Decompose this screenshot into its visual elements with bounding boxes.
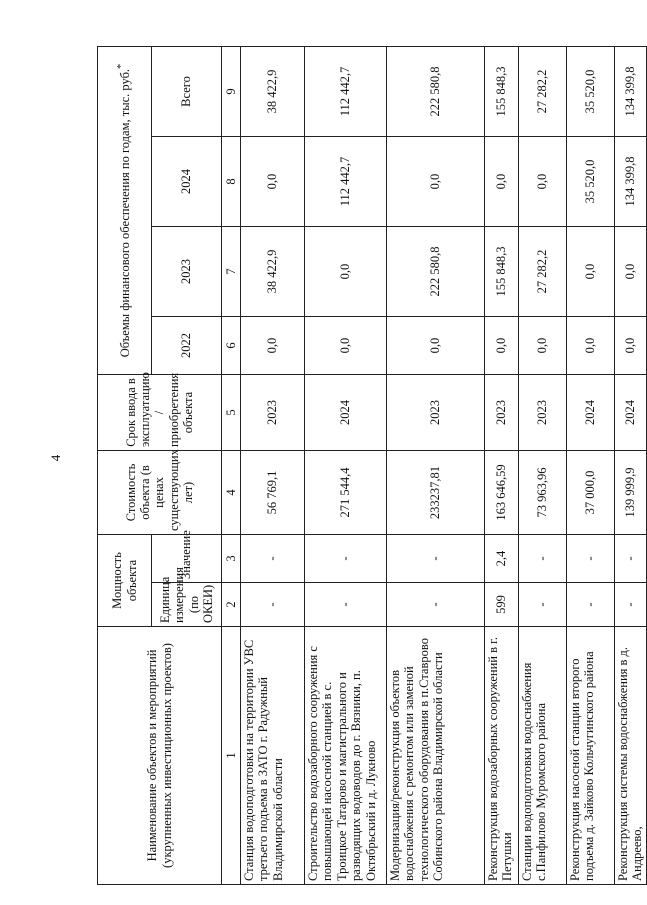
y2022-cell: 0,0 — [615, 317, 647, 375]
header-financing-text: Объемы финансового обеспечения по годам, тыс. руб. — [118, 68, 133, 358]
column-number: 5 — [222, 375, 241, 451]
y2023-cell: 27 282,2 — [519, 227, 567, 317]
header-value: Значение — [152, 535, 222, 583]
header-2022: 2022 — [152, 317, 222, 375]
unit-cell: - — [567, 583, 615, 627]
y2022-cell: 0,0 — [519, 317, 567, 375]
column-number: 2 — [222, 583, 241, 627]
commission-cell: 2024 — [567, 375, 615, 451]
total-cell: 222 580,8 — [387, 46, 485, 136]
column-number: 6 — [222, 317, 241, 375]
y2023-cell: 38 422,9 — [241, 227, 305, 317]
table-row — [387, 46, 485, 884]
project-name: Строительство водозаборного сооружения с повышающей насосной станцией в с. Троицкое Татарово и магистрального и разводящих водоводов до г. Вязники, п. Октябрьский и д. Лукново — [305, 627, 387, 885]
total-cell: 134 399,8 — [615, 46, 647, 136]
project-name: Станция водоподготовки на территории УВС третьего подъема в ЗАТО г. Радужный Владимирской области — [241, 627, 305, 885]
column-number: 9 — [222, 46, 241, 136]
project-name: Реконструкция системы водоснабжения в д. Андреево, — [615, 627, 647, 885]
cost-cell: 37 000,0 — [567, 451, 615, 535]
y2023-cell: 155 848,3 — [485, 227, 519, 317]
y2024-cell: 0,0 — [519, 137, 567, 227]
table-row — [519, 46, 567, 884]
column-number: 8 — [222, 137, 241, 227]
rotated-table-container — [97, 47, 645, 885]
header-total: Всего — [152, 46, 222, 136]
header-capacity: Мощность объекта — [98, 535, 152, 627]
table-viewport — [97, 47, 645, 885]
cost-cell: 271 544,4 — [305, 451, 387, 535]
cost-cell: 139 999,9 — [615, 451, 647, 535]
commission-cell: 2023 — [485, 375, 519, 451]
y2023-cell: 0,0 — [567, 227, 615, 317]
y2024-cell: 0,0 — [241, 137, 305, 227]
commission-cell: 2024 — [305, 375, 387, 451]
y2023-cell: 0,0 — [615, 227, 647, 317]
project-name: Реконструкция водозаборных сооружений в г. Петушки — [485, 627, 519, 885]
total-cell: 38 422,9 — [241, 46, 305, 136]
cost-cell: 73 963,96 — [519, 451, 567, 535]
header-commission: Срок ввода в эксплуатацию / приобретения объекта — [98, 375, 222, 451]
cost-cell: 56 769,1 — [241, 451, 305, 535]
y2024-cell: 0,0 — [387, 137, 485, 227]
cost-cell: 233237,81 — [387, 451, 485, 535]
column-number: 4 — [222, 451, 241, 535]
y2024-cell: 112 442,7 — [305, 137, 387, 227]
project-name: Модернизация/реконструкция объектов водоснабжения с ремонтом или заменой технологического оборудования в п.Ставрово Собинского района Владимирской области — [387, 627, 485, 885]
header-2024: 2024 — [152, 137, 222, 227]
commission-cell: 2023 — [519, 375, 567, 451]
unit-cell: - — [241, 583, 305, 627]
y2023-cell: 222 580,8 — [387, 227, 485, 317]
header-2023: 2023 — [152, 227, 222, 317]
column-number: 3 — [222, 535, 241, 583]
y2022-cell: 0,0 — [485, 317, 519, 375]
table-row — [615, 46, 647, 884]
unit-cell: 599 — [485, 583, 519, 627]
value-cell: - — [305, 535, 387, 583]
unit-cell: - — [519, 583, 567, 627]
total-cell: 35 520,0 — [567, 46, 615, 136]
value-cell: 2,4 — [485, 535, 519, 583]
total-cell: 155 848,3 — [485, 46, 519, 136]
value-cell: - — [519, 535, 567, 583]
value-cell: - — [615, 535, 647, 583]
table-row — [567, 46, 615, 884]
header-name: Наименование объектов и мероприятий (укрупненных инвестиционных проектов) — [98, 627, 222, 885]
y2024-cell: 0,0 — [485, 137, 519, 227]
y2024-cell: 35 520,0 — [567, 137, 615, 227]
unit-cell: - — [305, 583, 387, 627]
commission-cell: 2023 — [241, 375, 305, 451]
header-financing-note: * — [116, 63, 128, 69]
value-cell: - — [241, 535, 305, 583]
y2022-cell: 0,0 — [567, 317, 615, 375]
investment-projects-table — [97, 46, 647, 885]
column-number: 7 — [222, 227, 241, 317]
cost-cell: 163 646,59 — [485, 451, 519, 535]
project-name: Станции водоподготовки водоснабжения с.Панфилово Муромского района — [519, 627, 567, 885]
y2024-cell: 134 399,8 — [615, 137, 647, 227]
y2023-cell: 0,0 — [305, 227, 387, 317]
header-unit: Единица измерения (по ОКЕИ) — [152, 583, 222, 627]
page-number: 4 — [48, 454, 63, 462]
commission-cell: 2023 — [387, 375, 485, 451]
value-cell: - — [387, 535, 485, 583]
y2022-cell: 0,0 — [241, 317, 305, 375]
y2022-cell: 0,0 — [387, 317, 485, 375]
unit-cell: - — [387, 583, 485, 627]
commission-cell: 2024 — [615, 375, 647, 451]
value-cell: - — [567, 535, 615, 583]
y2022-cell: 0,0 — [305, 317, 387, 375]
column-number: 1 — [222, 627, 241, 885]
project-name: Реконструкция насосной станции второго подъема д. Зайково Кольчугинского района — [567, 627, 615, 885]
table-row — [485, 46, 519, 884]
header-cost: Стоимость объекта (в ценах существующих лет) — [98, 451, 222, 535]
table-row — [241, 46, 305, 884]
column-numbers-row — [222, 46, 241, 884]
total-cell: 27 282,2 — [519, 46, 567, 136]
table-row — [305, 46, 387, 884]
header-financing — [98, 46, 152, 374]
unit-cell: - — [615, 583, 647, 627]
total-cell: 112 442,7 — [305, 46, 387, 136]
